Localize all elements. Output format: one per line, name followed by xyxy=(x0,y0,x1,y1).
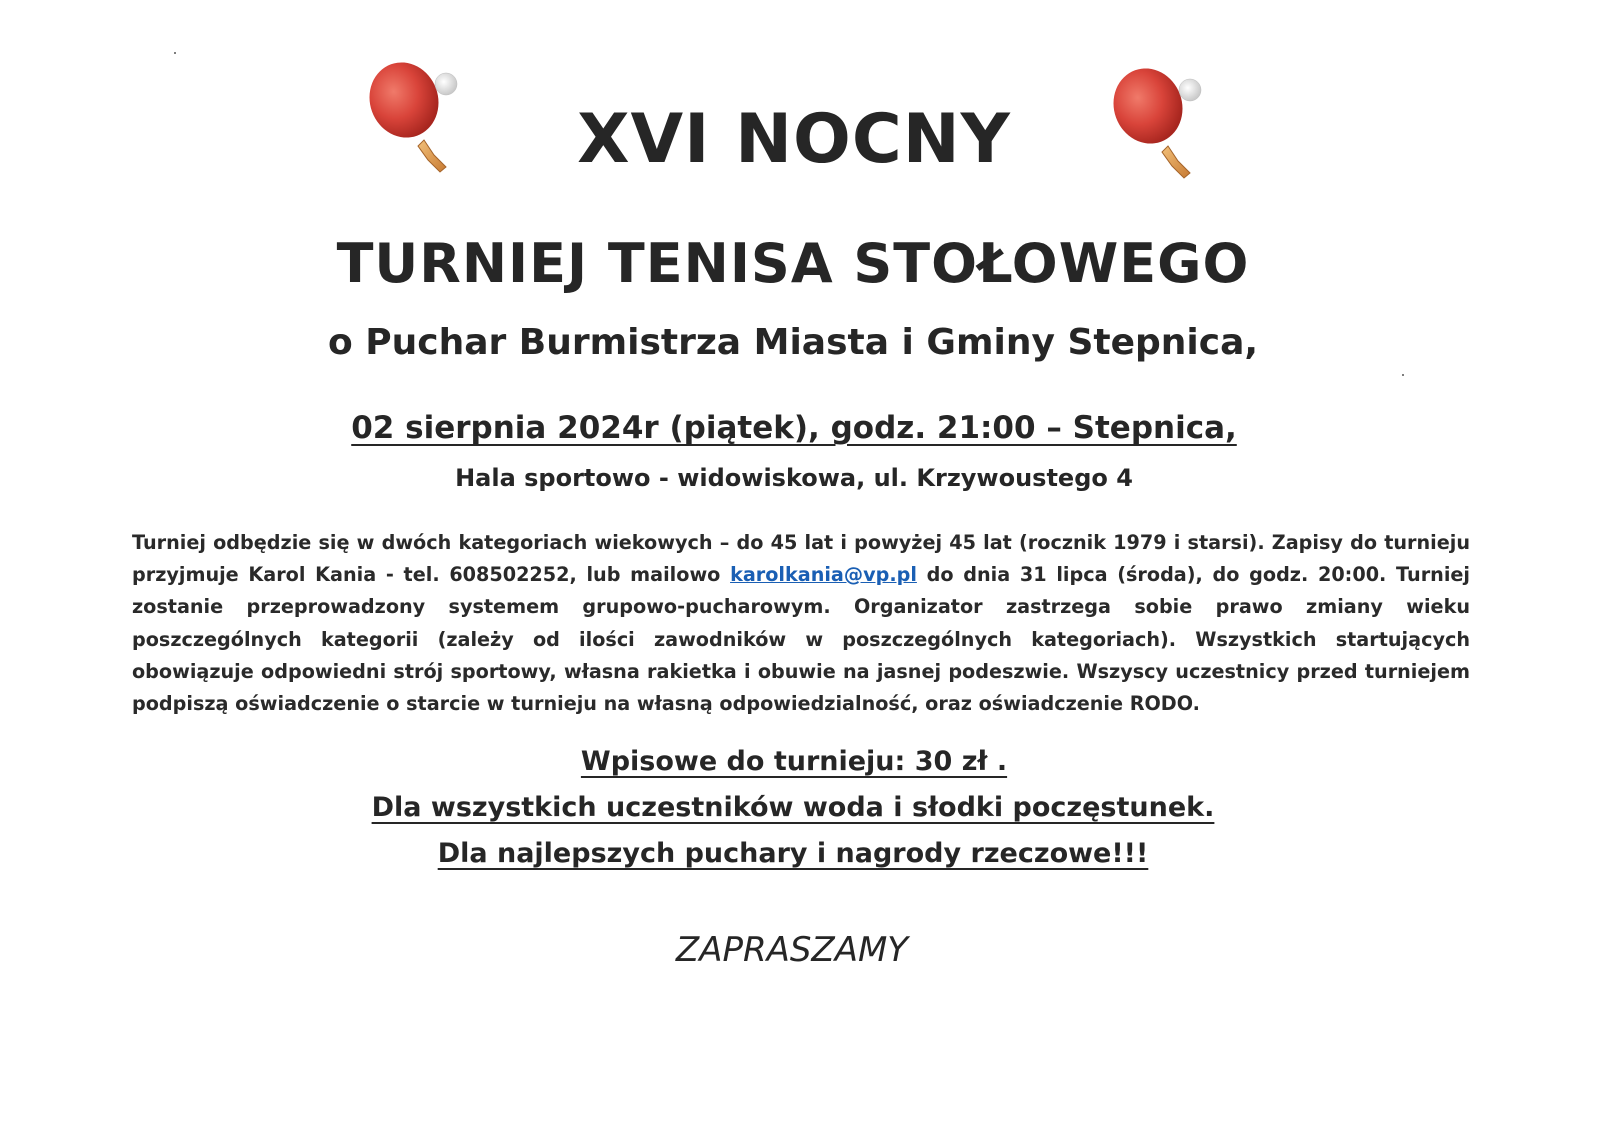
scan-speck xyxy=(1402,374,1404,376)
tournament-name: TURNIEJ TENISA STOŁOWEGO xyxy=(336,232,1250,295)
refreshments-note: Dla wszystkich uczestników woda i słodki poczęstunek. xyxy=(371,792,1215,823)
description-text-part-1: Turniej odbędzie się w dwóch kategoriach wiekowych – do 45 lat i powyżej 45 lat (rocznik 1979 i starsi). Zapisy do turnieju przyjmuje Karol Kania - tel. 608502252, lub mailowo xyxy=(132,531,1470,587)
event-date: 02 sierpnia 2024r (piątek), godz. 21:00 – Stepnica, xyxy=(351,410,1237,446)
cup-subtitle: o Puchar Burmistrza Miasta i Gminy Stepnica, xyxy=(327,322,1259,363)
prizes-note: Dla najlepszych puchary i nagrody rzeczowe!!! xyxy=(437,838,1149,869)
description-text-part-2: do dnia 31 lipca (środa), do godz. 20:00. Turniej zostanie przeprowadzony systemem grupowo-pucharowym. Organizator zastrzega sobie prawo zmiany wieku poszczególnych kategorii (zależy od ilości zawodników w poszczególnych kategoriach). Wszystkich startujących obowiązuje odpowiedni strój sportowy, własna rakietka i obuwie na jasnej podeszwie. Wszyscy uczestnicy przed turniejem podpiszą oświadczenie o starcie w turnieju na własną odpowiedzialność, oraz oświadczenie RODO. xyxy=(132,563,1470,716)
email-link[interactable]: karolkania@vp.pl xyxy=(730,563,917,587)
event-venue: Hala sportowo - widowiskowa, ul. Krzywoustego 4 xyxy=(455,464,1133,492)
invitation: ZAPRASZAMY xyxy=(675,930,909,970)
poster-title: XVI NOCNY xyxy=(577,100,1011,179)
description-paragraph xyxy=(132,527,1470,720)
scan-speck xyxy=(174,52,176,54)
entry-fee: Wpisowe do turnieju: 30 zł . xyxy=(580,746,1008,777)
